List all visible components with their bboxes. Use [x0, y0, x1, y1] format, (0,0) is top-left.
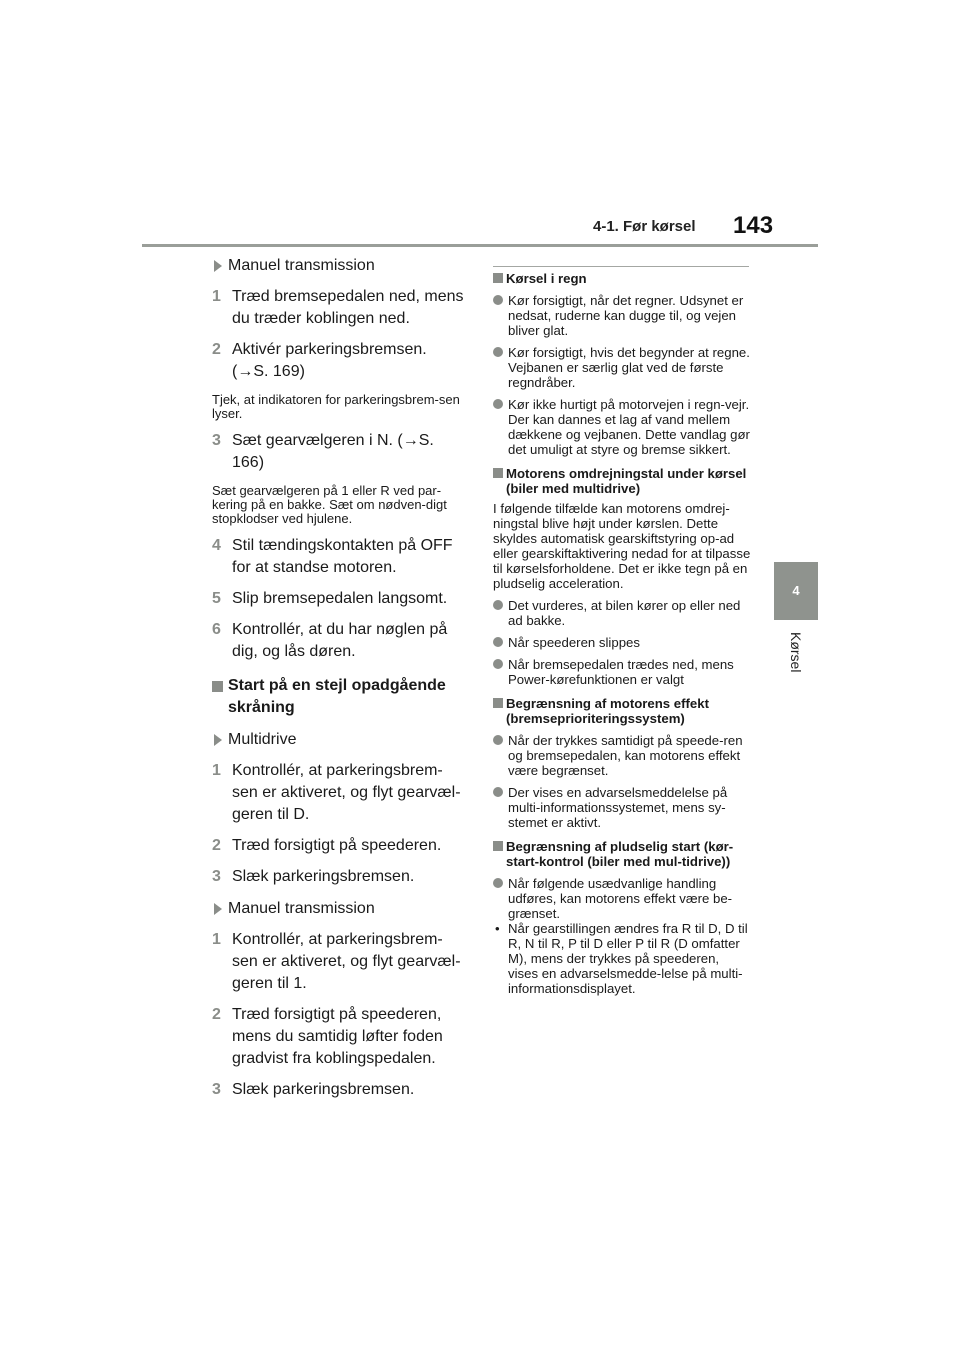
- step: 1 Kontrollér, at parkeringsbrem-sen er aktiveret, og flyt gearvæl-geren til 1.: [212, 931, 461, 992]
- step: 6 Kontrollér, at du har nøglen på dig, og lås døren.: [212, 621, 448, 660]
- square-bullet-icon: [493, 468, 503, 478]
- step: 3 Slæk parkeringsbremsen.: [212, 868, 415, 885]
- square-bullet-icon: [493, 698, 503, 708]
- step: 1 Kontrollér, at parkeringsbrem-sen er aktiveret, og flyt gearvæl-geren til D.: [212, 762, 461, 823]
- bullet-item: Når følgende usædvanlige handling udføres, kan motorens effekt være be-grænset.: [493, 876, 751, 921]
- info-heading: Kørsel i regn: [493, 271, 751, 286]
- step: 5 Slip bremsepedalen langsomt.: [212, 590, 448, 607]
- circle-bullet-icon: [493, 600, 503, 610]
- circle-bullet-icon: [493, 399, 503, 409]
- info-heading: Begrænsning af motorens effekt (bremseprioriteringssystem): [493, 696, 751, 726]
- section-title: 4-1. Før kørsel: [593, 218, 696, 235]
- bullet-item: Kør forsigtigt, hvis det begynder at regne. Vejbanen er særlig glat ved de første regndråber.: [493, 345, 751, 390]
- section-heading: Start på en stejl opadgående skråning: [212, 675, 467, 719]
- bullet-item: Kør ikke hurtigt på motorvejen i regn-vejr. Der kan dannes et lag af vand mellem dækkene og vejbanen. Dette vandlag gør det umuligt at styre og bremse sikkert.: [493, 397, 751, 457]
- circle-bullet-icon: [493, 787, 503, 797]
- bullet-item: Når speederen slippes: [493, 635, 751, 650]
- info-heading: Motorens omdrejningstal under kørsel (biler med multidrive): [493, 466, 751, 496]
- step: 3 Slæk parkeringsbremsen.: [212, 1081, 415, 1098]
- step: 2 Aktivér parkeringsbremsen. (→S. 169): [212, 341, 427, 380]
- note: Tjek, at indikatoren for parkeringsbrem-sen lyser.: [212, 392, 460, 421]
- page-number: 143: [733, 212, 774, 239]
- info-heading: Begrænsning af pludselig start (kør-start-kontrol (biler med mul-tidrive)): [493, 839, 751, 869]
- subsection-manual: Manuel transmission: [212, 898, 467, 920]
- step: 2 Træd forsigtigt på speederen, mens du samtidig løfter foden gradvist fra koblingspedalen.: [212, 1006, 443, 1067]
- paragraph: I følgende tilfælde kan motorens omdrej-ningstal blive højt under kørslen. Dette skyldes automatisk gearskiftstyring op-ad eller gearskiftaktivering nedad for at tilpasse til kørselsforholdene. Det er ikke tegn på en pludselig acceleration.: [493, 501, 751, 591]
- dash-item: • Når gearstillingen ændres fra R til D, D til R, N til R, P til D eller P til R (D omfatter M), mens der trykkes på speederen, vises en advarselsmedde-lelse på multi-informationsdisplayet.: [495, 921, 748, 996]
- chapter-tab[interactable]: 4: [774, 562, 818, 620]
- step: 4 Stil tændingskontakten på OFF for at standse motoren.: [212, 537, 453, 576]
- header-rule: [142, 244, 818, 247]
- bullet-item: Når bremsepedalen trædes ned, mens Power-kørefunktionen er valgt: [493, 657, 751, 687]
- step: 3 Sæt gearvælgeren i N. (→S. 166): [212, 432, 434, 471]
- step: 2 Træd forsigtigt på speederen.: [212, 837, 442, 854]
- square-bullet-icon: [212, 681, 223, 692]
- circle-bullet-icon: [493, 659, 503, 669]
- bullet-item: Når der trykkes samtidigt på speede-ren og bremsepedalen, kan motorens effekt være begrænset.: [493, 733, 751, 778]
- bullet-item: Det vurderes, at bilen kører op eller ned ad bakke.: [493, 598, 751, 628]
- chapter-label: Kørsel: [788, 632, 804, 673]
- circle-bullet-icon: [493, 735, 503, 745]
- subsection-multidrive: Multidrive: [212, 729, 467, 751]
- square-bullet-icon: [493, 273, 503, 283]
- bullet-item: Der vises en advarselsmeddelelse på multi-informationssystemet, mens sy-stemet er aktivt.: [493, 785, 751, 830]
- right-column: [493, 266, 751, 996]
- circle-bullet-icon: [493, 637, 503, 647]
- circle-bullet-icon: [493, 295, 503, 305]
- square-bullet-icon: [493, 841, 503, 851]
- step: 1 Træd bremsepedalen ned, mens du træder koblingen ned.: [212, 288, 464, 327]
- circle-bullet-icon: [493, 878, 503, 888]
- subsection-manual: Manuel transmission: [212, 255, 467, 277]
- left-column: [212, 255, 467, 1101]
- arrow-icon: [214, 734, 222, 746]
- bullet-item: Kør forsigtigt, når det regner. Udsynet er nedsat, ruderne kan dugge til, og vejen bliver glat.: [493, 293, 751, 338]
- arrow-icon: [214, 903, 222, 915]
- arrow-icon: [214, 260, 222, 272]
- right-rule: [493, 266, 749, 267]
- note: Sæt gearvælgeren på 1 eller R ved par-kering på en bakke. Sæt om nødven-digt stopklodser ved hjulene.: [212, 483, 447, 526]
- circle-bullet-icon: [493, 347, 503, 357]
